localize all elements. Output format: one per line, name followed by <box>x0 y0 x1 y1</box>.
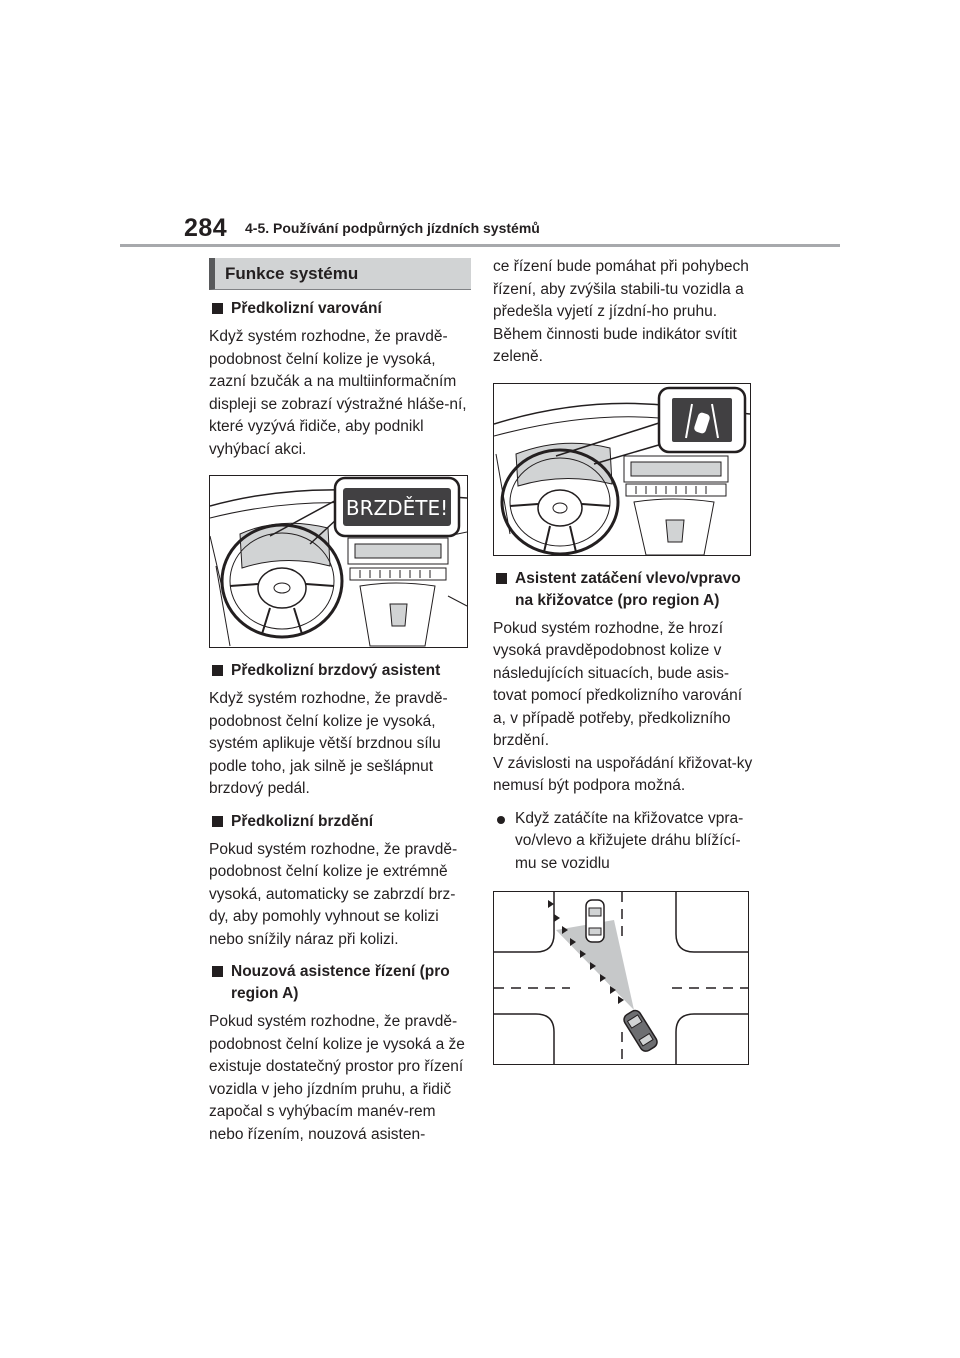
figure-steering-indicator <box>493 383 751 556</box>
paragraph-turn-assist-note: V závislosti na uspořádání křižovat-ky nemusí být podpora možná. <box>493 754 753 794</box>
left-column <box>209 256 471 1156</box>
figure-intersection <box>493 891 749 1065</box>
paragraph-emergency-steering: Pokud systém rozhodne, že pravdě-podobnost čelní kolize je vysoká a že existuje dostatečný prostor pro řízení vozidla v jeho jízdním pruhu, a řidič započal s vyhýbacím manév-rem nebo řízením, nouzová asisten- <box>209 1013 465 1143</box>
oncoming-car-icon <box>586 900 604 942</box>
heading-brake-assist: Předkolizní brzdový asistent <box>209 660 471 682</box>
header-rule <box>120 244 840 247</box>
heading-turn-assist: Asistent zatáčení vlevo/vpravo na křižovatce (pro region A) <box>493 568 755 612</box>
heading-pre-collision-braking: Předkolizní brzdění <box>209 811 471 833</box>
paragraph-brake-assist: Když systém rozhodne, že pravdě-podobnost čelní kolize je vysoká, systém aplikuje větší brzdnou sílu podle toho, jak silně je sešlápnut brzdový pedál. <box>209 690 448 797</box>
heading-pre-collision-warning: Předkolizní varování <box>209 298 471 320</box>
paragraph-continued: ce řízení bude pomáhat při pohybech řízení, aby zvýšila stabili-tu vozidla a předešla vyjetí z jízdní-ho pruhu. Během činnosti bude indikátor svítit zeleně. <box>493 258 749 365</box>
paragraph-braking: Pokud systém rozhodne, že pravdě-podobnost čelní kolize je extrémně vysoká, automaticky se zabrzdí brz-dy, aby pomohly vyhnout se kolizi nebo snížily náraz při kolizi. <box>209 840 458 948</box>
right-column <box>493 256 755 1077</box>
section-title <box>209 258 471 290</box>
figure-dashboard-warning <box>209 475 468 648</box>
square-bullet-icon <box>496 573 507 584</box>
square-bullet-icon <box>212 303 223 314</box>
heading-emergency-steering: Nouzová asistence řízení (pro region A) <box>209 961 471 1005</box>
paragraph-turn-assist: Pokud systém rozhodne, že hrozí vysoká pravděpodobnost kolize v následujících situacích, bude asis-tovat pomocí předkolizního varování a, v případě potřeby, předkolizního brzdění. <box>493 619 742 749</box>
round-bullet-icon <box>497 816 505 824</box>
square-bullet-icon <box>212 966 223 977</box>
dashboard-warning-illustration <box>210 476 467 647</box>
chapter-title: 4-5. Používání podpůrných jízdních systémů <box>245 220 540 236</box>
own-car-icon <box>622 1008 660 1053</box>
square-bullet-icon <box>212 816 223 827</box>
page-number: 284 <box>184 214 228 242</box>
section-title-text: Funkce systému <box>225 263 359 283</box>
intersection-turn-illustration <box>494 892 748 1064</box>
square-bullet-icon <box>212 665 223 676</box>
warning-brake-text: BRZDĚTE! <box>345 496 449 520</box>
bullet-turning: Když zatáčíte na křižovatce vpra-vo/vlevo a křižujete dráhu blížící-mu se vozidlu <box>493 808 755 876</box>
paragraph-warning: Když systém rozhodne, že pravdě-podobnost čelní kolize je vysoká, zazní bzučák a na multiinformačním displeji se zobrazí výstražné hláše-ní, které vyzývá řidiče, aby podnikl vyhýbací akci. <box>209 328 467 458</box>
dashboard-steering-indicator-illustration <box>494 384 750 555</box>
